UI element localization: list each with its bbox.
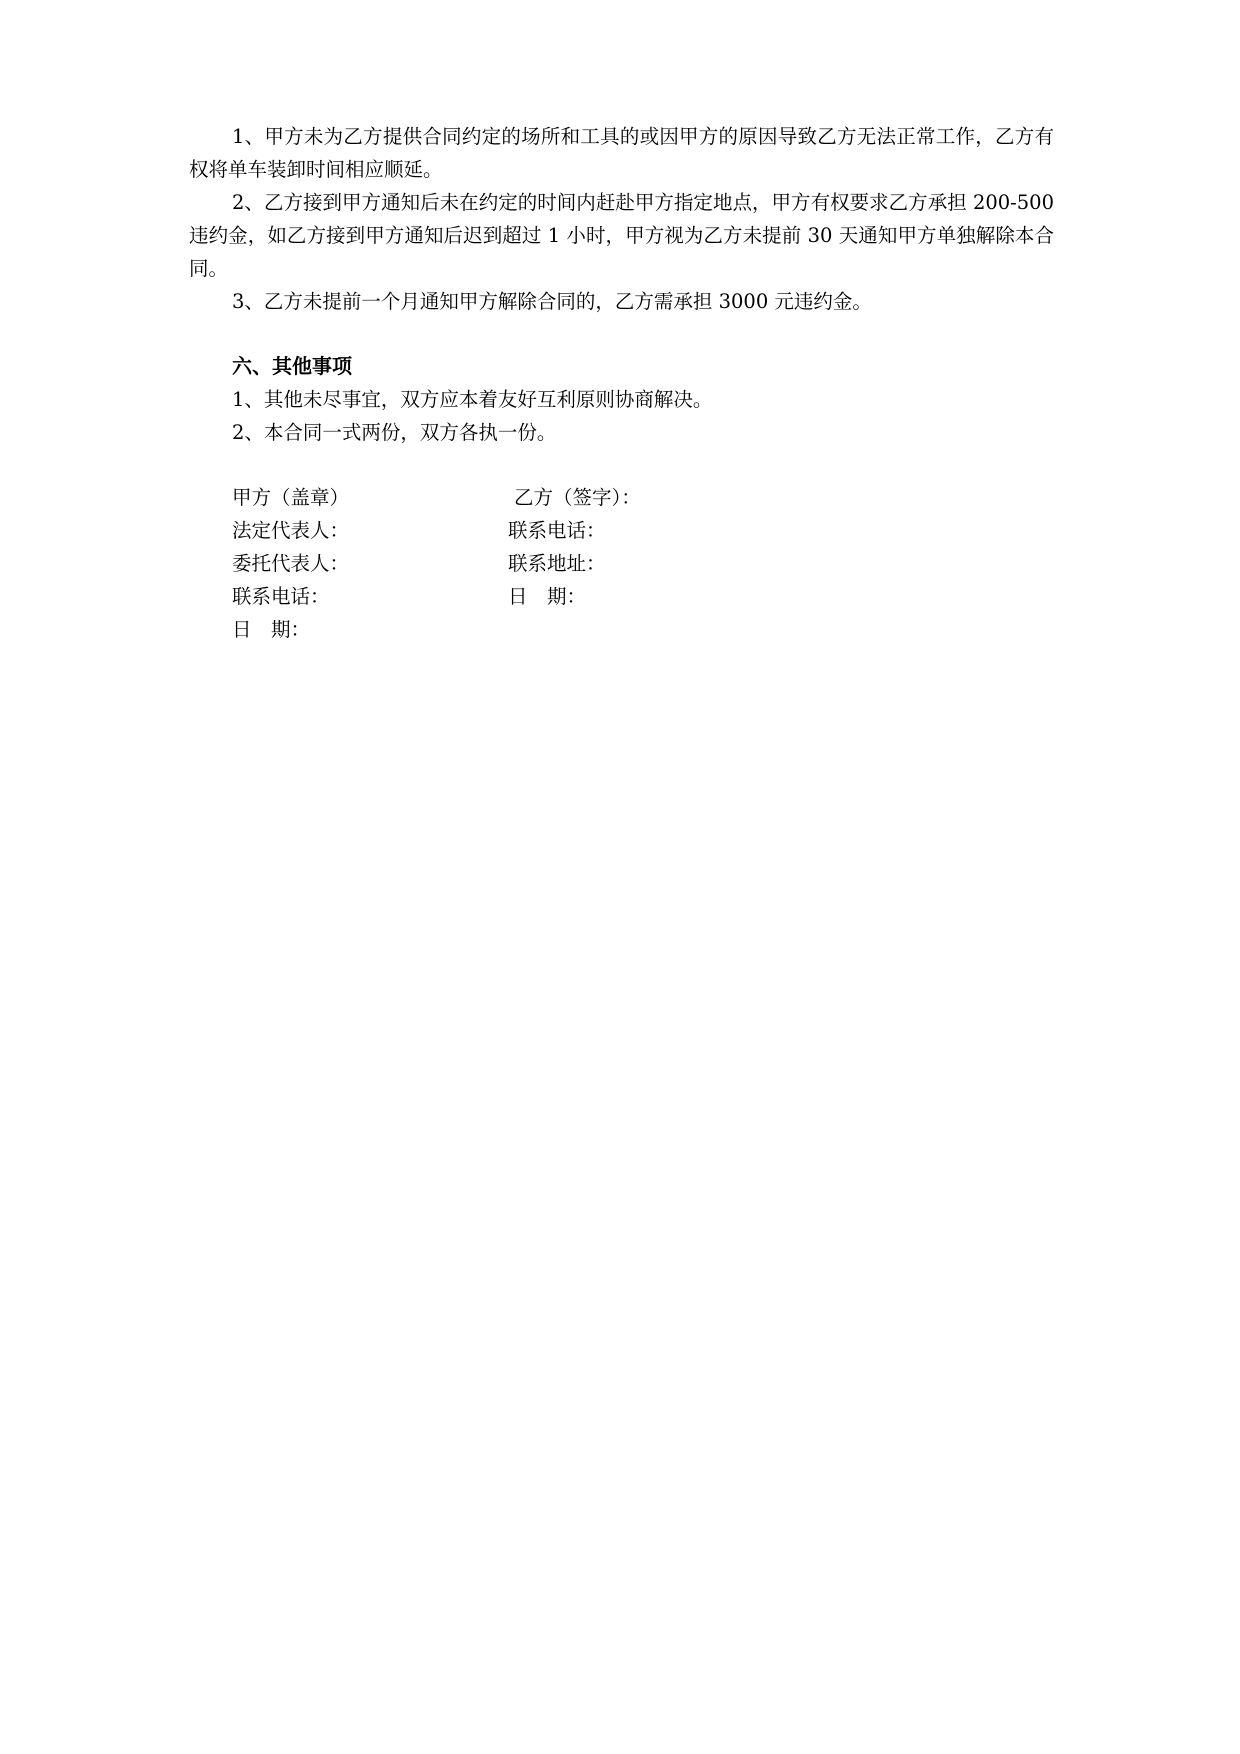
party-b-phone-label: 联系电话： xyxy=(508,519,606,542)
party-a-seal-label: 甲方（盖章） xyxy=(232,486,350,509)
party-a-phone-label: 联系电话： xyxy=(232,585,330,608)
section-heading-other-matters: 六、其他事项 xyxy=(232,354,352,378)
other-clause-2: 2、本合同一式两份，双方各执一份。 xyxy=(232,421,557,444)
section-spacer xyxy=(189,318,1054,350)
signature-row xyxy=(232,481,1054,514)
contract-body xyxy=(189,120,1054,646)
authorized-representative-label: 委托代表人： xyxy=(232,552,350,575)
party-b-address-label: 联系地址： xyxy=(508,552,606,575)
signature-row xyxy=(232,613,1054,646)
party-b-date-label: 日 期： xyxy=(508,585,587,608)
party-b-signature-label: 乙方（签字）： xyxy=(514,486,641,509)
breach-clause-3: 3、乙方未提前一个月通知甲方解除合同的，乙方需承担 3000 元违约金。 xyxy=(232,290,872,313)
party-a-date-label: 日 期： xyxy=(232,618,311,641)
other-clause-1: 1、其他未尽事宜，双方应本着友好互利原则协商解决。 xyxy=(232,388,713,411)
signature-row xyxy=(232,514,1054,547)
breach-clause-1: 1、甲方未为乙方提供合同约定的场所和工具的或因甲方的原因导致乙方无法正常工作，乙方有权将单车装卸时间相应顺延。 xyxy=(189,125,1054,181)
breach-clause-2: 2、乙方接到甲方通知后未在约定的时间内赶赴甲方指定地点，甲方有权要求乙方承担 200-500 违约金，如乙方接到甲方通知后迟到超过 1 小时，甲方视为乙方未提前 30 天通知甲方单独解除本合同。 xyxy=(189,191,1054,280)
signature-row xyxy=(232,547,1054,580)
legal-representative-label: 法定代表人： xyxy=(232,519,350,542)
signature-block xyxy=(189,481,1054,646)
signature-row xyxy=(232,580,1054,613)
